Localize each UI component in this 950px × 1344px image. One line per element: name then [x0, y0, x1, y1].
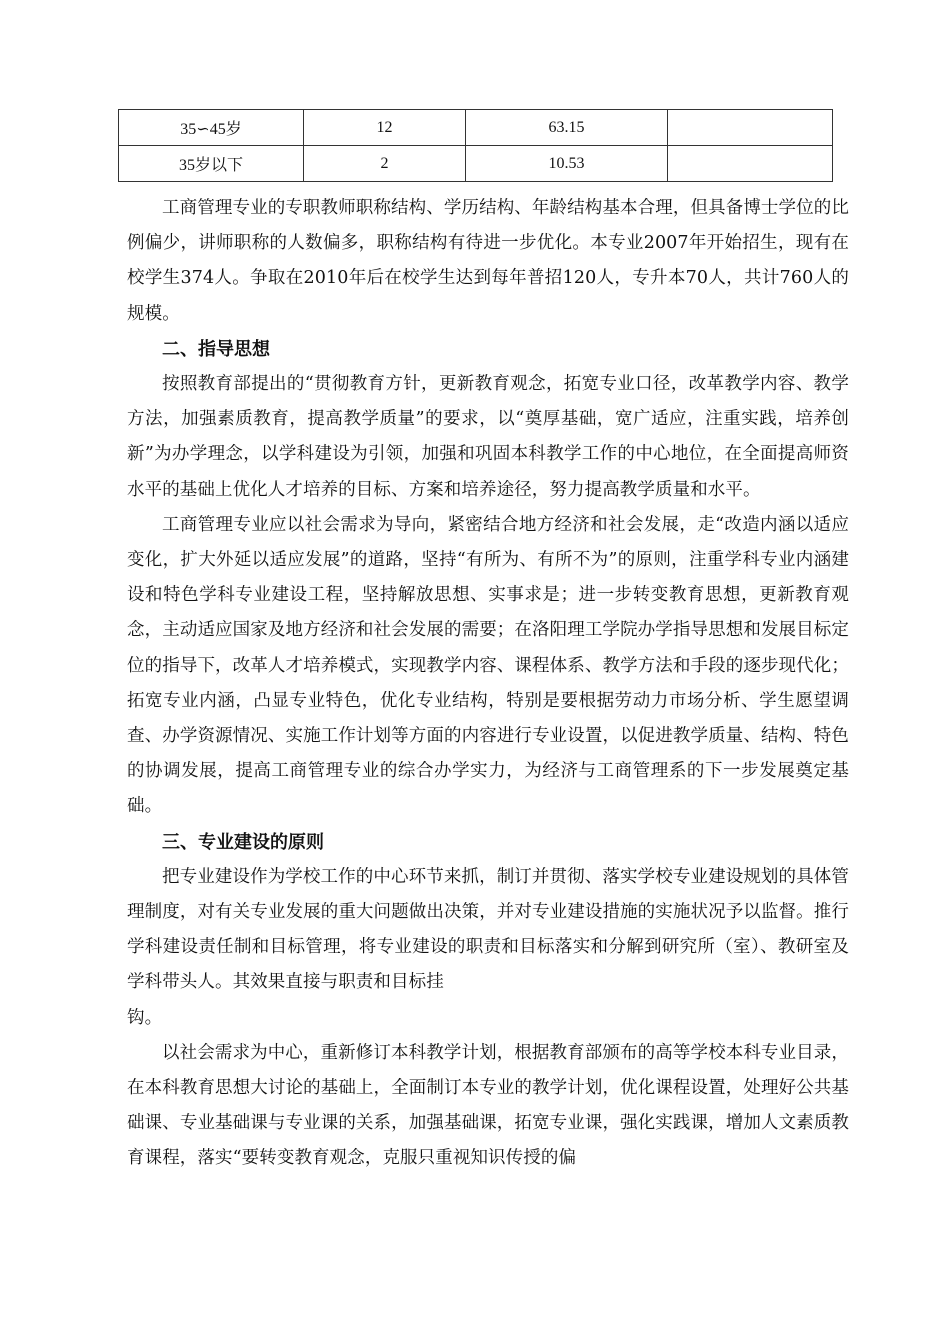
paragraph-curriculum-revision: 以社会需求为中心，重新修订本科教学计划，根据教育部颁布的高等学校本科专业目录，在本科教育思想大讨论的基础上，全面制订本专业的教学计划，优化课程设置，处理好公共基础课、专业基础课与专业课的关系，加强基础课，拓宽专业课，强化实践课，增加人文素质教育课程，落实“要转变教育观念，克服只重视知识传授的偏 [127, 1042, 849, 1169]
section-heading-guiding-ideology: 二、指导思想 [162, 338, 270, 360]
table-cell: 35∽45岁 [119, 110, 304, 146]
table-row [119, 110, 833, 146]
section-heading-construction-principles: 三、专业建设的原则 [162, 831, 324, 853]
document-body [127, 191, 849, 1177]
table-cell [668, 110, 833, 146]
table-cell: 2 [304, 146, 466, 182]
paragraph-education-principles: 按照教育部提出的“贯彻教育方针，更新教育观念，拓宽专业口径，改革教学内容、教学方法，加强素质教育，提高教学质量”的要求，以“奠厚基础，宽广适应，注重实践，培养创新”为办学理念，以学科建设为引领，加强和巩固本科教学工作的中心地位，在全面提高师资水平的基础上优化人才培养的目标、方案和培养途径，努力提高教学质量和水平。 [127, 374, 849, 500]
age-structure-table [118, 109, 833, 182]
table-row [119, 146, 833, 182]
table-cell: 12 [304, 110, 466, 146]
paragraph-faculty-structure: 工商管理专业的专职教师职称结构、学历结构、年龄结构基本合理，但具备博士学位的比例偏少，讲师职称的人数偏多，职称结构有待进一步优化。本专业2007年开始招生，现有在校学生374人。争取在2010年后在校学生达到每年普招120人，专升本70人，共计760人的规模。 [127, 198, 849, 324]
paragraph-management-responsibility: 把专业建设作为学校工作的中心环节来抓，制订并贯彻、落实学校专业建设规划的具体管理制度，对有关专业发展的重大问题做出决策，并对专业建设措施的实施状况予以监督。推行学科建设责任制和目标管理，将专业建设的职责和目标落实和分解到研究所（室）、教研室及学科带头人。其效果直接与职责和目标挂 [127, 866, 849, 993]
table-cell [668, 146, 833, 182]
table-cell: 35岁以下 [119, 146, 304, 182]
table-cell: 10.53 [466, 146, 668, 182]
paragraph-continuation: 钩。 [127, 1007, 163, 1028]
paragraph-market-orientation: 工商管理专业应以社会需求为导向，紧密结合地方经济和社会发展，走“改造内涵以适应变化，扩大外延以适应发展”的道路，坚持“有所为、有所不为”的原则，注重学科专业内涵建设和特色学科专业建设工程，坚持解放思想、实事求是；进一步转变教育思想，更新教育观念，主动适应国家及地方经济和社会发展的需要；在洛阳理工学院办学指导思想和发展目标定位的指导下，改革人才培养模式，实现教学内容、课程体系、教学方法和手段的逐步现代化；拓宽专业内涵，凸显专业特色，优化专业结构，特别是要根据劳动力市场分析、学生愿望调查、办学资源情况、实施工作计划等方面的内容进行专业设置，以促进教学质量、结构、特色的协调发展，提高工商管理专业的综合办学实力，为经济与工商管理系的下一步发展奠定基础。 [127, 514, 849, 817]
table-cell: 63.15 [466, 110, 668, 146]
